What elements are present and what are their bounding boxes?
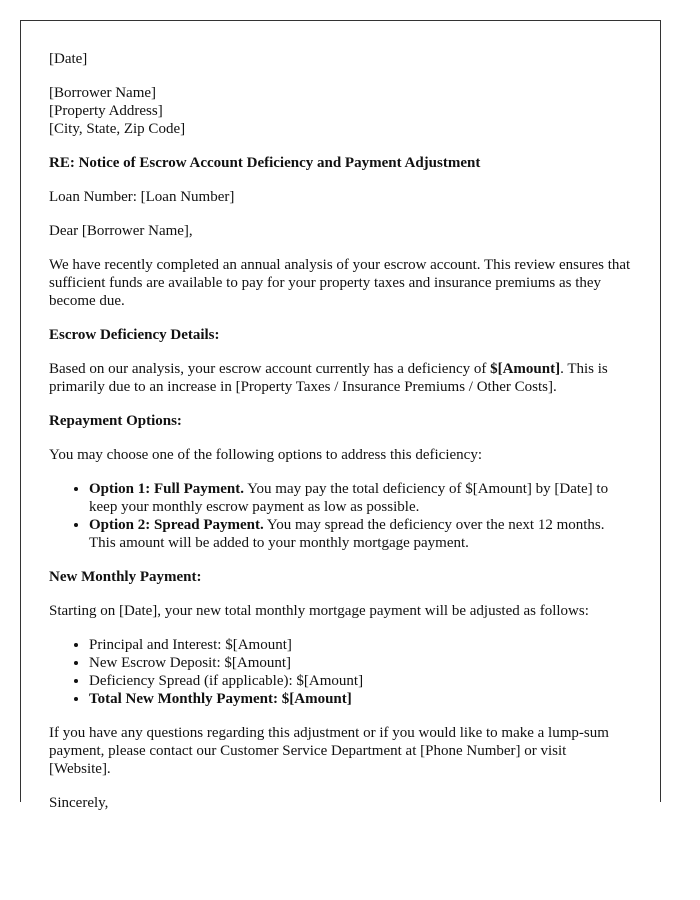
option-text: You may spread the deficiency over the next 12 months. This amount will be added to your monthly mortgage payment.	[89, 517, 605, 551]
letter-page	[20, 20, 661, 811]
deficiency-text-end: . This is primarily due to an increase in [Property Taxes / Insurance Premiums / Other Costs].	[49, 361, 608, 395]
letter-date: [Date]	[49, 51, 88, 67]
repayment-heading: Repayment Options:	[49, 413, 182, 429]
payment-total	[89, 690, 631, 708]
payment-breakdown	[49, 636, 631, 708]
payment-item: • Deficiency Spread (if applicable): $[Amount]	[89, 672, 631, 690]
new-payment-intro: Starting on [Date], your new total monthly mortgage payment will be adjusted as follows:	[49, 603, 589, 619]
loan-number: Loan Number: [Loan Number]	[49, 189, 235, 205]
option-item	[89, 480, 631, 516]
intro-paragraph: We have recently completed an annual analysis of your escrow account. This review ensures that sufficient funds are available to pay for your property taxes and insurance premiums as they become due.	[49, 257, 631, 309]
repayment-options	[49, 480, 631, 552]
recipient-name: [Borrower Name]	[49, 85, 157, 101]
recipient-city: [City, State, Zip Code]	[49, 121, 186, 137]
letter-body	[21, 21, 660, 812]
deficiency-text: Based on our analysis, your escrow account currently has a deficiency of	[49, 361, 491, 377]
signoff: Sincerely,	[49, 795, 109, 811]
option-item	[89, 516, 631, 552]
payment-item: • New Escrow Deposit: $[Amount]	[89, 654, 631, 672]
deficiency-amount: $[Amount]	[490, 361, 561, 377]
subject-line: RE: Notice of Escrow Account Deficiency and Payment Adjustment	[49, 155, 481, 171]
new-payment-heading: New Monthly Payment:	[49, 569, 202, 585]
closing-paragraph: If you have any questions regarding this adjustment or if you would like to make a lump-sum payment, please contact our Customer Service Department at [Phone Number] or visit [Website].	[49, 725, 609, 777]
option-label: Option 2: Spread Payment.	[89, 517, 264, 533]
repayment-intro: You may choose one of the following options to address this deficiency:	[49, 447, 482, 463]
salutation: Dear [Borrower Name],	[49, 223, 193, 239]
option-text: You may pay the total deficiency of $[Amount] by [Date] to keep your monthly escrow payment as low as possible.	[89, 481, 609, 515]
deficiency-heading: Escrow Deficiency Details:	[49, 327, 220, 343]
payment-total-text: Total New Monthly Payment: $[Amount]	[89, 691, 352, 707]
recipient-address: [Property Address]	[49, 103, 163, 119]
recipient-block	[49, 84, 631, 138]
option-label: Option 1: Full Payment.	[89, 481, 245, 497]
payment-item: • Principal and Interest: $[Amount]	[89, 636, 631, 654]
deficiency-paragraph	[49, 360, 631, 396]
